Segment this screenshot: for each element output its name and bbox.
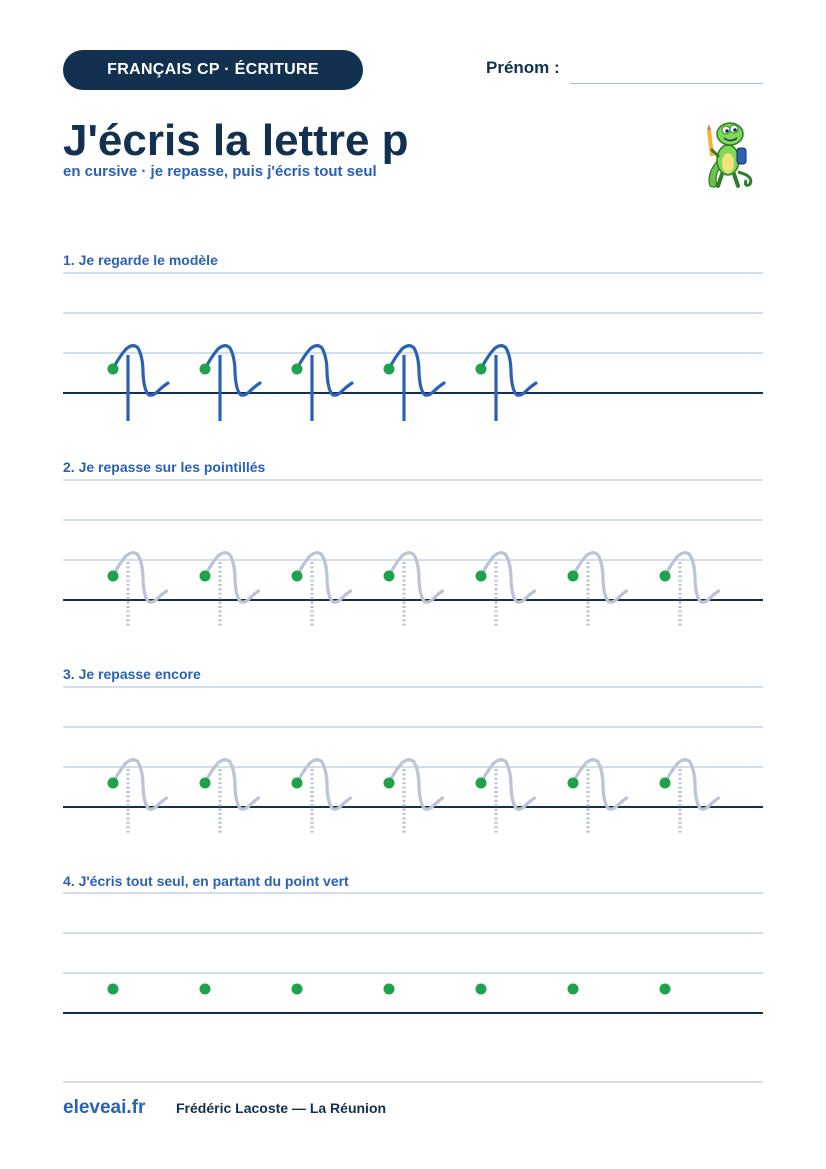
start-dot [660, 778, 671, 789]
cursive-letter-p [389, 760, 444, 835]
cursive-letter-p [389, 553, 444, 628]
cursive-letter-p [205, 553, 260, 628]
start-dot [292, 571, 303, 582]
start-dot [476, 984, 487, 995]
cursive-letter-p [113, 346, 168, 421]
start-dot [384, 778, 395, 789]
footer-author: Frédéric Lacoste — La Réunion [176, 1100, 387, 1116]
start-dot [384, 571, 395, 582]
subject-badge: FRANÇAIS CP · ÉCRITURE [63, 50, 363, 90]
start-dot [200, 364, 211, 375]
page-subtitle: en cursive · je repasse, puis j'écris tout seul [63, 163, 377, 180]
name-label: Prénom : [486, 58, 560, 77]
start-dot [200, 571, 211, 582]
cursive-letter-p [297, 346, 352, 421]
start-dot [292, 364, 303, 375]
start-dot [108, 571, 119, 582]
start-dot [200, 984, 211, 995]
section-title-2: 2. Je repasse sur les pointillés [63, 459, 266, 475]
cursive-letter-p [573, 760, 628, 835]
cursive-letter-p [665, 553, 720, 628]
start-dot [476, 571, 487, 582]
cursive-letter-p [481, 760, 536, 835]
start-dot [108, 984, 119, 995]
cursive-letter-p [481, 346, 536, 421]
start-dot [292, 984, 303, 995]
cursive-letter-p [573, 553, 628, 628]
cursive-letter-p [389, 346, 444, 421]
start-dot [200, 778, 211, 789]
start-dot [292, 778, 303, 789]
cursive-letter-p [205, 760, 260, 835]
cursive-letter-p [481, 553, 536, 628]
footer-brand: eleveai.fr [63, 1097, 146, 1118]
start-dot [568, 571, 579, 582]
start-dot [660, 984, 671, 995]
start-dot [568, 778, 579, 789]
section-title-4: 4. J'écris tout seul, en partant du point vert [63, 873, 349, 889]
cursive-letter-p [297, 760, 352, 835]
start-dot [108, 778, 119, 789]
start-dot [384, 364, 395, 375]
start-dot [476, 778, 487, 789]
cursive-letter-p [205, 346, 260, 421]
section-title-3: 3. Je repasse encore [63, 666, 201, 682]
page-title: J'écris la lettre p [63, 116, 409, 165]
cursive-letter-p [113, 553, 168, 628]
start-dot [108, 364, 119, 375]
start-dot [384, 984, 395, 995]
start-dot [476, 364, 487, 375]
start-dot [568, 984, 579, 995]
section-title-1: 1. Je regarde le modèle [63, 252, 218, 268]
start-dot [660, 571, 671, 582]
cursive-letter-p [665, 760, 720, 835]
cursive-letter-p [297, 553, 352, 628]
cursive-letter-p [113, 760, 168, 835]
